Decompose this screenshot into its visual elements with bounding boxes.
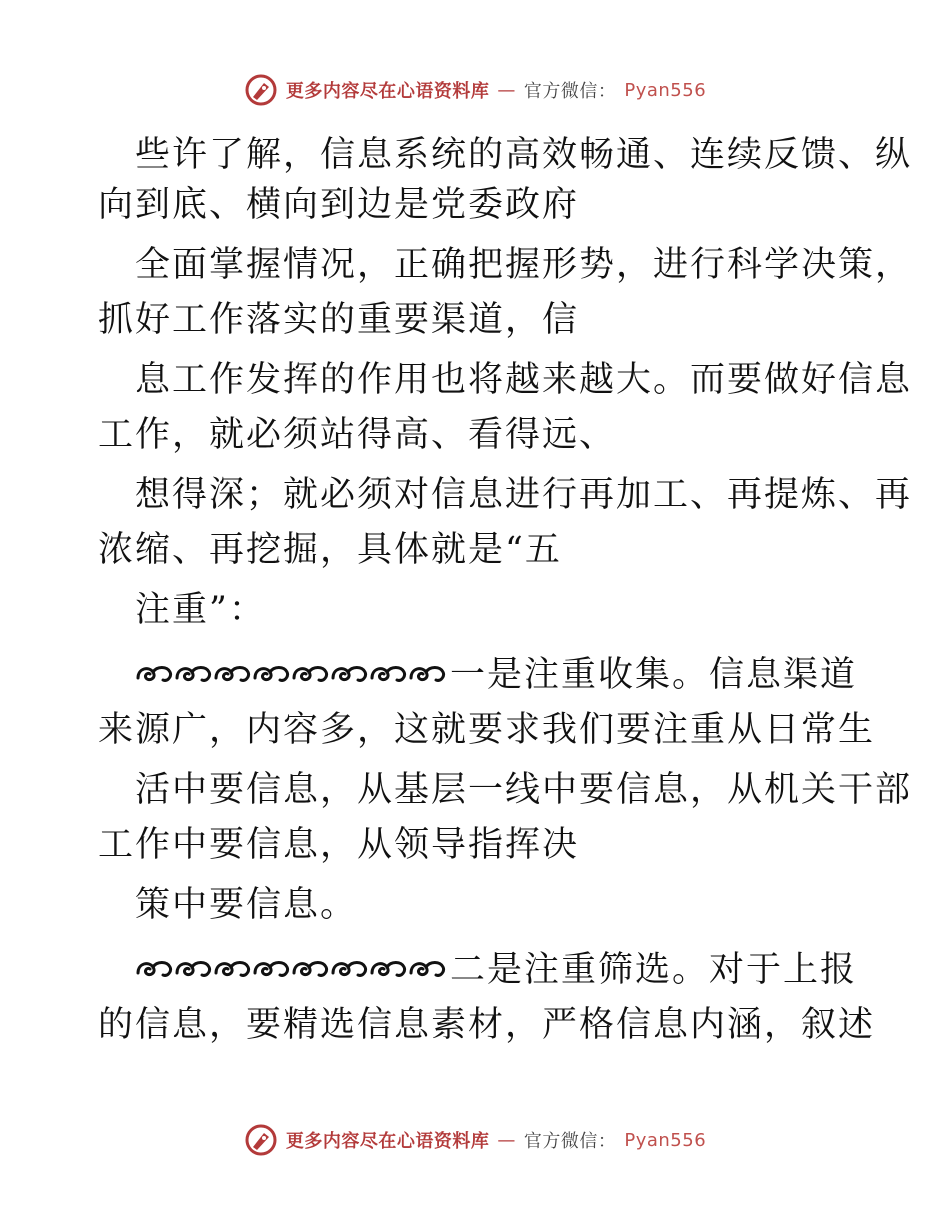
curl-ornament-icon [291,662,329,686]
paragraph-line-with-ornaments [135,650,857,700]
header-watermark [0,70,950,110]
watermark-wechat-label: 官方微信： [523,81,617,102]
pen-nib-logo-icon [244,73,278,107]
curl-ornament-icon [174,662,212,686]
ornament-row [135,662,446,686]
paragraph-line-with-ornaments [135,945,857,995]
curl-ornament-icon [291,957,329,981]
curl-ornament-icon [135,662,173,686]
paragraph-line: 些许了解，信息系统的高效畅通、连续反馈、纵 [135,135,913,175]
curl-ornament-icon [369,957,407,981]
curl-ornament-icon [213,662,251,686]
paragraph-line: 抓好工作落实的重要渠道，信 [98,300,580,340]
watermark-wechat-id: Pyan556 [624,1129,707,1151]
curl-ornament-icon [213,957,251,981]
curl-ornament-icon [252,662,290,686]
paragraph-line: 全面掌握情况，正确把握形势，进行科学决策， [135,245,913,285]
curl-ornament-icon [330,957,368,981]
paragraph-text: 二是注重筛选。对于上报 [450,950,858,990]
pen-nib-logo-icon [244,1123,278,1157]
paragraph-line: 的信息，要精选信息素材，严格信息内涵，叙述 [98,1005,876,1045]
curl-ornament-icon [369,662,407,686]
watermark-site-text: 更多内容尽在心语资料库 [285,81,490,102]
paragraph-line: 工作中要信息，从领导指挥决 [98,825,580,865]
paragraph-line: 活中要信息，从基层一线中要信息，从机关干部 [135,770,913,810]
paragraph-line: 想得深；就必须对信息进行再加工、再提炼、再 [135,475,913,515]
paragraph-text: 一是注重收集。信息渠道 [450,655,858,695]
ornament-row [135,957,446,981]
curl-ornament-icon [252,957,290,981]
curl-ornament-icon [135,957,173,981]
watermark-dash: — [497,79,516,101]
paragraph-line: 策中要信息。 [135,885,358,925]
paragraph-line: 来源广，内容多，这就要求我们要注重从日常生 [98,710,876,750]
paragraph-line: 浓缩、再挖掘，具体就是“五 [98,530,562,570]
paragraph-line: 向到底、横向到边是党委政府 [98,185,580,225]
watermark-site-text: 更多内容尽在心语资料库 [285,1131,490,1152]
paragraph-line: 工作，就必须站得高、看得远、 [98,415,617,455]
curl-ornament-icon [408,662,446,686]
paragraph-line: 息工作发挥的作用也将越来越大。而要做好信息 [135,360,913,400]
curl-ornament-icon [174,957,212,981]
watermark-dash: — [497,1129,516,1151]
paragraph-line: 注重”： [135,590,266,630]
curl-ornament-icon [408,957,446,981]
curl-ornament-icon [330,662,368,686]
watermark-wechat-id: Pyan556 [624,79,707,101]
footer-watermark [0,1120,950,1160]
watermark-wechat-label: 官方微信： [523,1131,617,1152]
